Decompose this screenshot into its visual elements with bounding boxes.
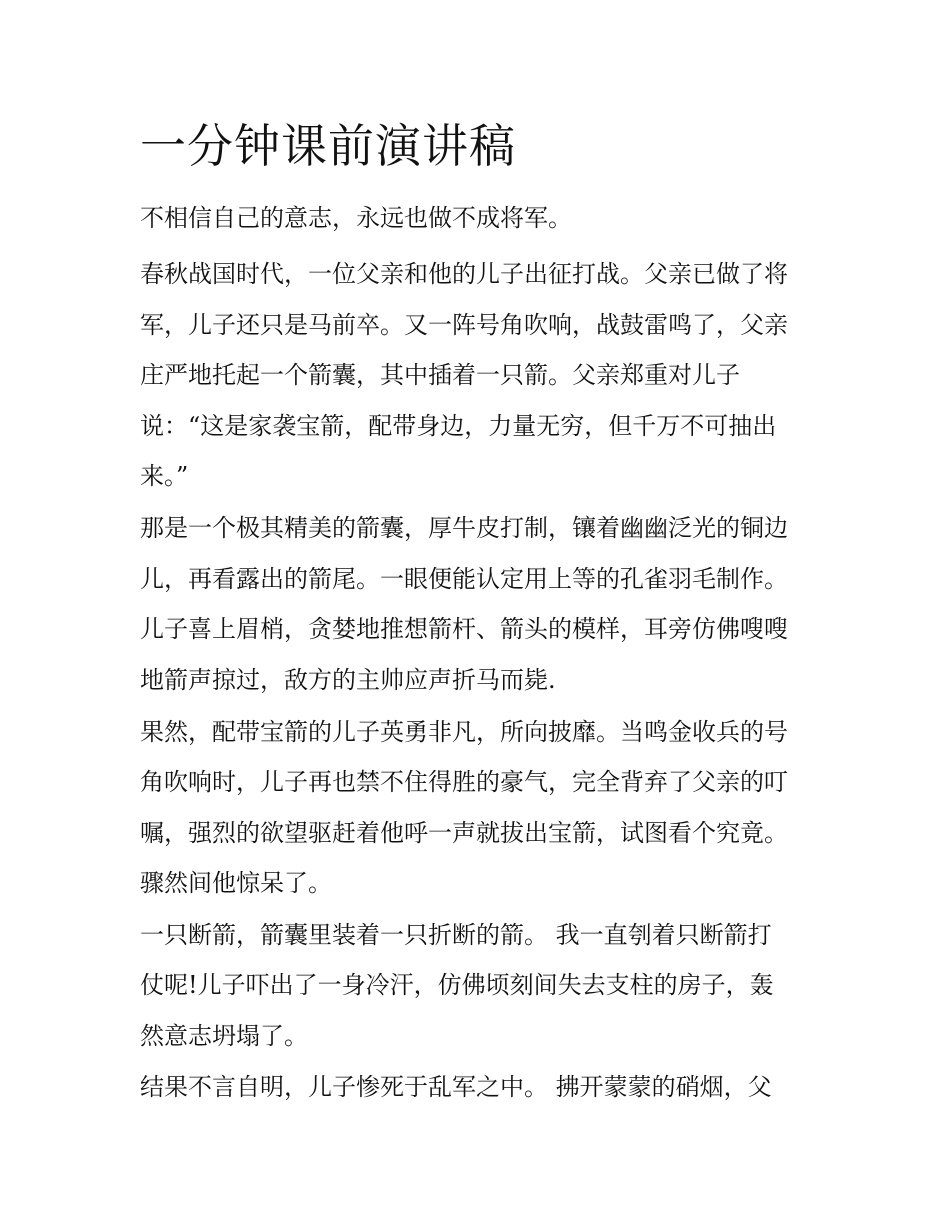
text-line: 角吹响时，儿子再也禁不住得胜的豪气，完全背弃了父亲的叮 — [140, 768, 788, 796]
text-line: 军，儿子还只是马前卒。又一阵号角吹响，战鼓雷鸣了，父亲 — [140, 311, 788, 339]
text-line: 儿，再看露出的箭尾。一眼便能认定用上等的孔雀羽毛制作。 — [140, 565, 788, 593]
text-line: 一只断箭，箭囊里装着一只折断的箭。 我一直刳着只断箭打 — [140, 921, 772, 949]
text-line: 然意志坍塌了。 — [140, 1022, 308, 1050]
text-line: 结果不言自明，儿子惨死于乱军之中。 拂开蒙蒙的硝烟，父 — [140, 1073, 772, 1101]
page-title: 一分钟课前演讲稿 — [140, 119, 516, 173]
text-line: 春秋战国时代，一位父亲和他的儿子出征打战。父亲已做了将 — [140, 260, 788, 288]
text-line: 嘱，强烈的欲望驱赶着他呼一声就拔出宝箭，试图看个究竟。 — [140, 819, 788, 847]
text-line: 儿子喜上眉梢，贪婪地推想箭杆、箭头的模样，耳旁仿佛嗖嗖 — [140, 615, 788, 643]
text-line: 庄严地托起一个箭囊，其中插着一只箭。父亲郑重对儿子 — [140, 361, 740, 389]
text-line: 来。” — [140, 462, 189, 490]
text-line: 仗呢!儿子吓出了一身冷汗，仿佛顷刻间失去支柱的房子，轰 — [140, 971, 774, 999]
text-line: 果然，配带宝箭的儿子英勇非凡，所向披靡。当鸣金收兵的号 — [140, 718, 788, 746]
text-line: 骤然间他惊呆了。 — [140, 869, 332, 897]
text-line: 不相信自己的意志，永远也做不成将军。 — [140, 204, 572, 232]
text-line: 地箭声掠过，敌方的主帅应声折马而毙. — [140, 666, 556, 694]
text-line: 说：“这是家袭宝箭，配带身边，力量无穷，但千万不可抽出 — [140, 412, 777, 440]
text-line: 那是一个极其精美的箭囊，厚牛皮打制，镶着幽幽泛光的铜边 — [140, 514, 788, 542]
